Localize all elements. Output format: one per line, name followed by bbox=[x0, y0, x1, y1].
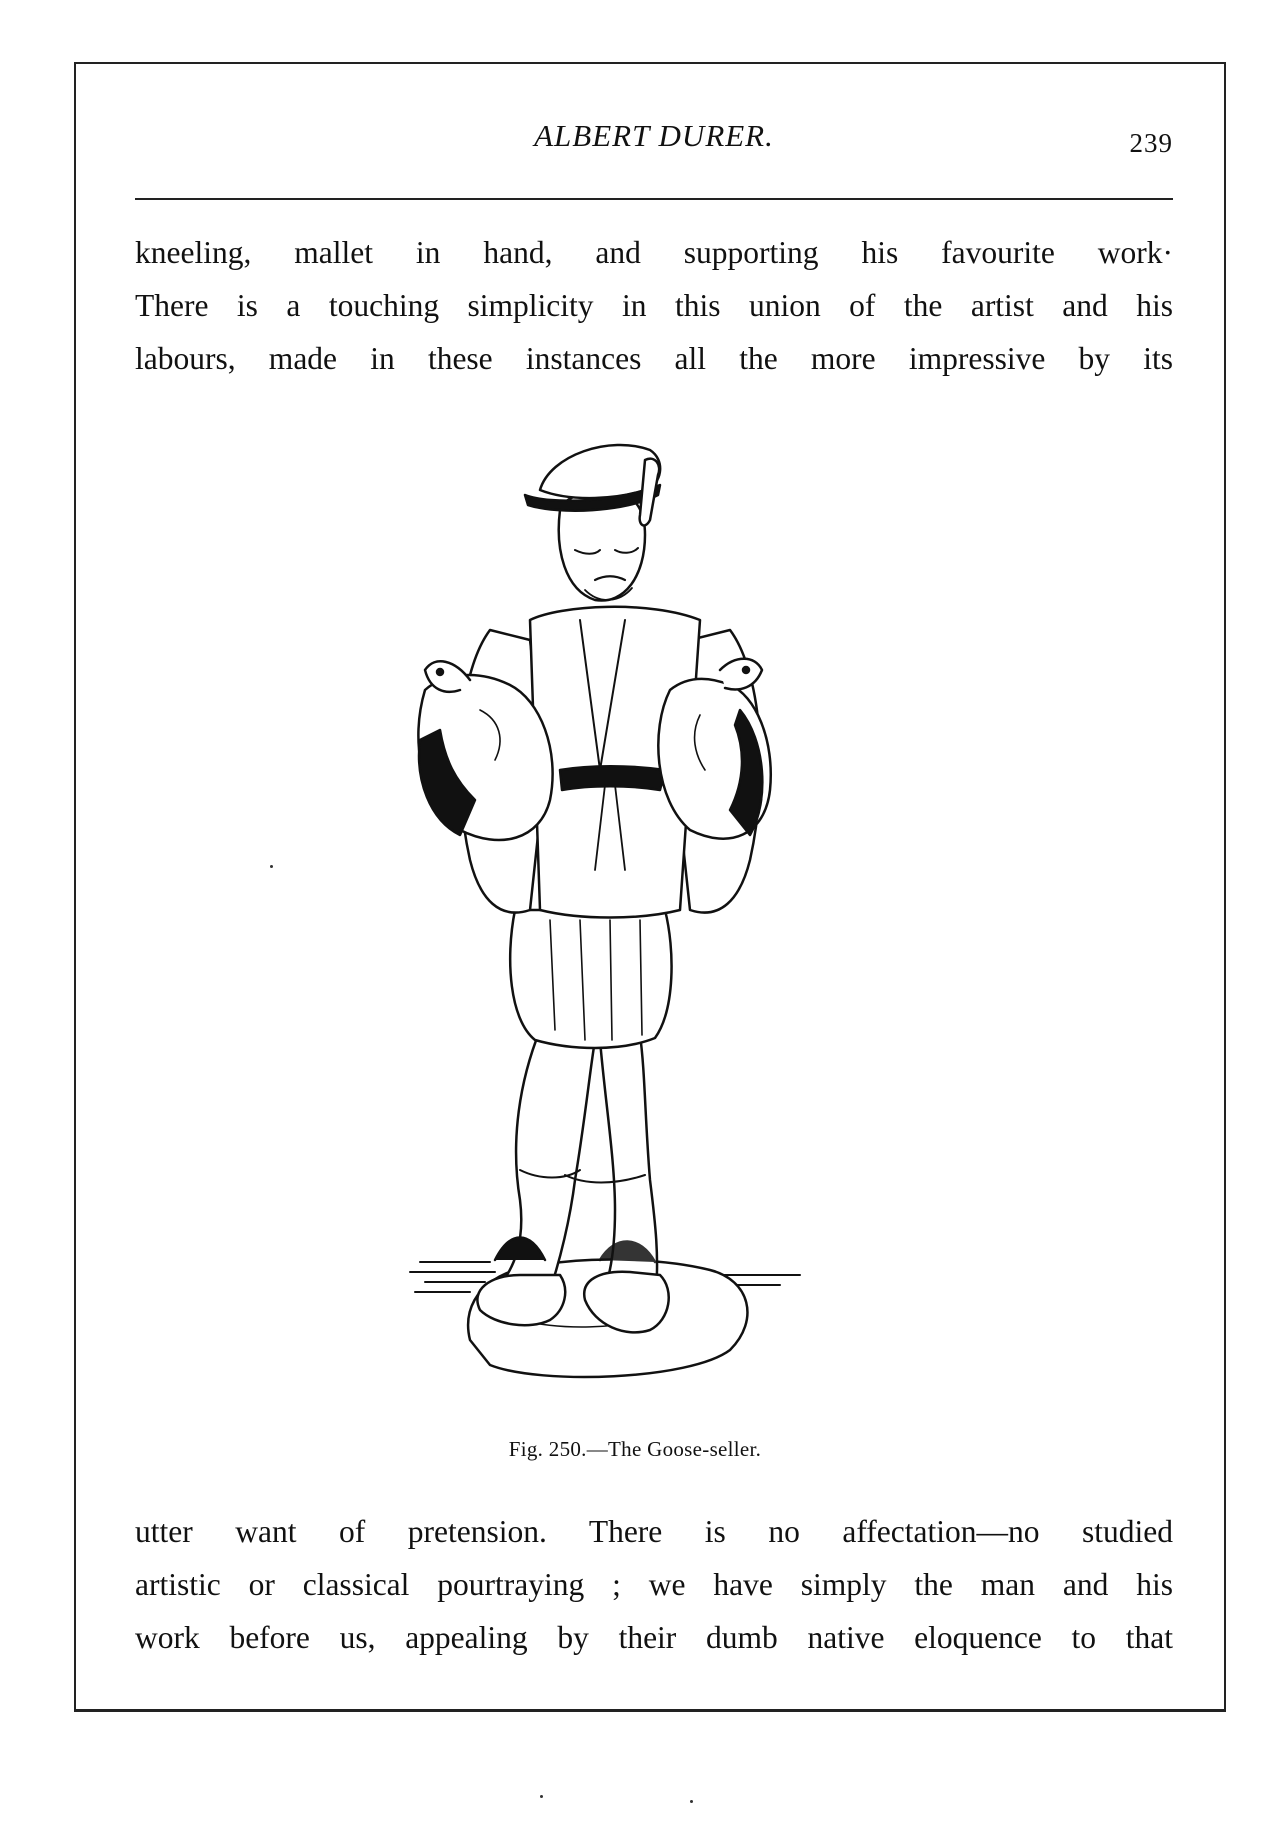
figure-caption: Fig. 250.—The Goose-seller. bbox=[508, 1437, 762, 1461]
text-line: labours, made in these instances all the more impressive by its bbox=[135, 341, 1173, 376]
header-rule bbox=[135, 198, 1173, 200]
scan-speck bbox=[540, 1795, 543, 1798]
paragraph-top bbox=[135, 226, 1173, 385]
left-boot bbox=[477, 1275, 565, 1325]
goose-seller-illustration bbox=[400, 440, 900, 1420]
running-title: ALBERT DURER. bbox=[534, 118, 774, 153]
text-line: work before us, appealing by their dumb native eloquence to that bbox=[135, 1620, 1173, 1655]
scan-speck bbox=[690, 1800, 693, 1803]
paragraph-bottom bbox=[135, 1505, 1173, 1664]
text-line: There is a touching simplicity in this union of the artist and his bbox=[135, 288, 1173, 323]
running-head bbox=[135, 118, 1173, 166]
text-line: artistic or classical pourtraying ; we have simply the man and his bbox=[135, 1567, 1173, 1602]
page-number: 239 bbox=[1129, 128, 1173, 158]
breeches bbox=[510, 910, 671, 1048]
scan-speck bbox=[270, 865, 273, 868]
text-line: kneeling, mallet in hand, and supporting his favourite work· bbox=[135, 235, 1173, 270]
text-line: utter want of pretension. There is no affectation—no studied bbox=[135, 1514, 1173, 1549]
